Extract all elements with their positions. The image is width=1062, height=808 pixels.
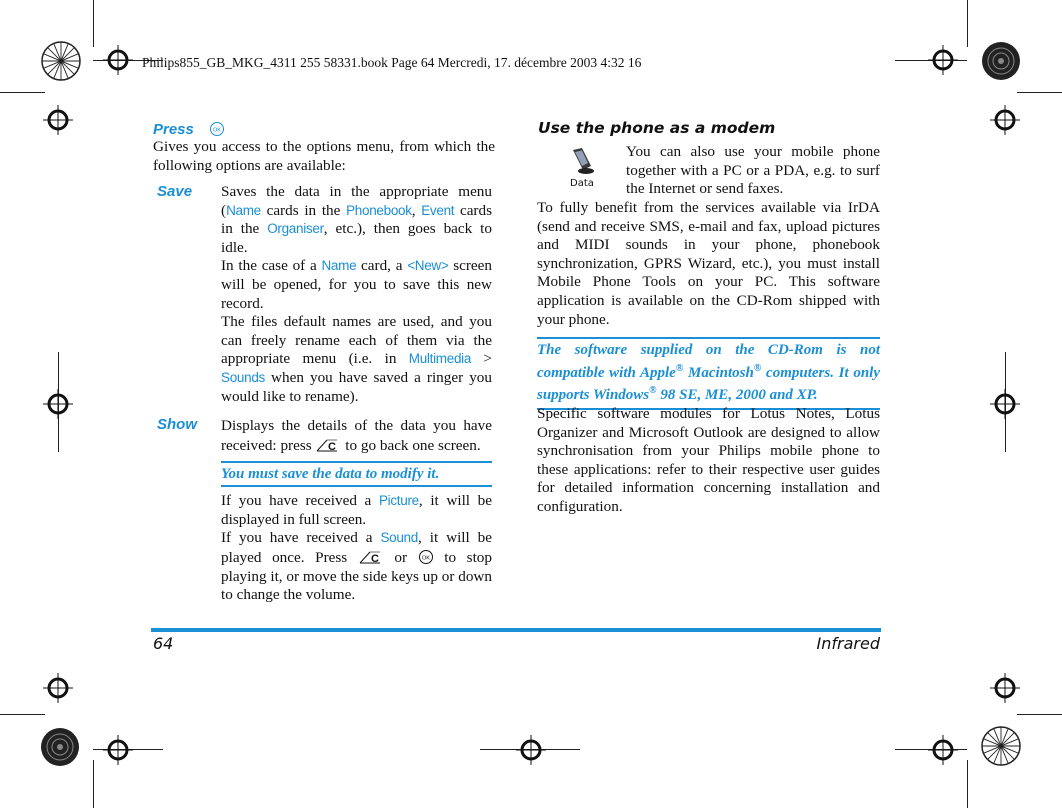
data-icon-label: Data [570, 178, 594, 189]
clear-key-icon [315, 436, 341, 454]
svg-text:C: C [370, 552, 379, 565]
crosshair-mark [928, 735, 958, 765]
concentric-mark-bottom-left [40, 727, 80, 767]
show-term: Show [157, 416, 197, 433]
show-paragraph-1: Displays the details of the data you have received: press C to go back one screen. [221, 417, 492, 454]
page-number: 64 [153, 634, 174, 653]
show-paragraph-3: If you have received a Sound, it will be played once. Press C or OK to stop playing it, or move the side keys up or down to change the volume. [221, 529, 492, 604]
section-heading: Use the phone as a modem [538, 119, 776, 137]
save-description [221, 183, 492, 406]
crosshair-mark [516, 735, 546, 765]
modem-icon [567, 146, 597, 178]
crosshair-mark [990, 673, 1020, 703]
press-line [153, 119, 225, 137]
ok-button-icon [418, 549, 434, 565]
ok-button-icon [209, 121, 225, 137]
crosshair-mark [43, 389, 73, 419]
data-icon [562, 146, 602, 189]
svg-text:C: C [328, 440, 337, 453]
press-label: Press [153, 121, 194, 138]
mobile-phone-tools-paragraph: To fully benefit from the services available via IrDA (send and receive SMS, e-mail and fax, upload pictures and MIDI sounds in your phone, phonebook synchronization, GPRS Wizard, etc.), you must install Mobile Phone Tools on your PC. This software application is available on the CD-Rom shipped with your phone. [537, 199, 880, 328]
show-description [221, 417, 492, 605]
concentric-mark-top-right [981, 41, 1021, 81]
svg-text:OK: OK [212, 127, 221, 134]
crosshair-mark [43, 105, 73, 135]
crosshair-mark [103, 45, 133, 75]
crosshair-mark [990, 389, 1020, 419]
crosshair-mark [928, 45, 958, 75]
modem-intro: You can also use your mobile phone together with a PC or a PDA, e.g. to surf the Internet or send faxes. [626, 143, 880, 198]
starburst-mark-bottom-right [980, 725, 1022, 767]
show-note: You must save the data to modify it. [221, 461, 492, 487]
svg-text:OK: OK [421, 555, 430, 562]
crosshair-mark [43, 673, 73, 703]
options-intro: Gives you access to the options menu, from which the following options are available: [153, 138, 495, 174]
print-slug: Philips855_GB_MKG_4311 255 58331.book Page 64 Mercredi, 17. décembre 2003 4:32 16 [142, 55, 642, 70]
crosshair-mark [990, 105, 1020, 135]
crosshair-mark [103, 735, 133, 765]
save-term: Save [157, 183, 193, 200]
clear-key-icon [358, 548, 384, 566]
save-paragraph-3: The files default names are used, and you can freely rename each of them via the appropriate menu (i.e. in Multimedia > Sounds when you have saved a ringer you would like to rename). [221, 313, 492, 405]
save-paragraph-1: Saves the data in the appropriate menu (Name cards in the Phonebook, Event cards in the Organiser, etc.), then goes back to idle. [221, 183, 492, 256]
software-modules-paragraph: Specific software modules for Lotus Notes, Lotus Organizer and Microsoft Outlook are designed to allow synchronisation from your Philips mobile phone to these applications: refer to their respective user guides for detailed information concerning installation and configuration. [537, 405, 880, 515]
show-paragraph-2: If you have received a Picture, it will be displayed in full screen. [221, 492, 492, 528]
chapter-title: Infrared [816, 634, 880, 653]
starburst-mark-top-left [40, 40, 82, 82]
footer-rule [151, 628, 881, 632]
compatibility-note: The software supplied on the CD-Rom is not compatible with Apple® Macintosh® computers. It only supports Windows® 98 SE, ME, 2000 and XP. [537, 337, 880, 410]
save-paragraph-2: In the case of a Name card, a <New> screen will be opened, for you to save this new record. [221, 257, 492, 312]
